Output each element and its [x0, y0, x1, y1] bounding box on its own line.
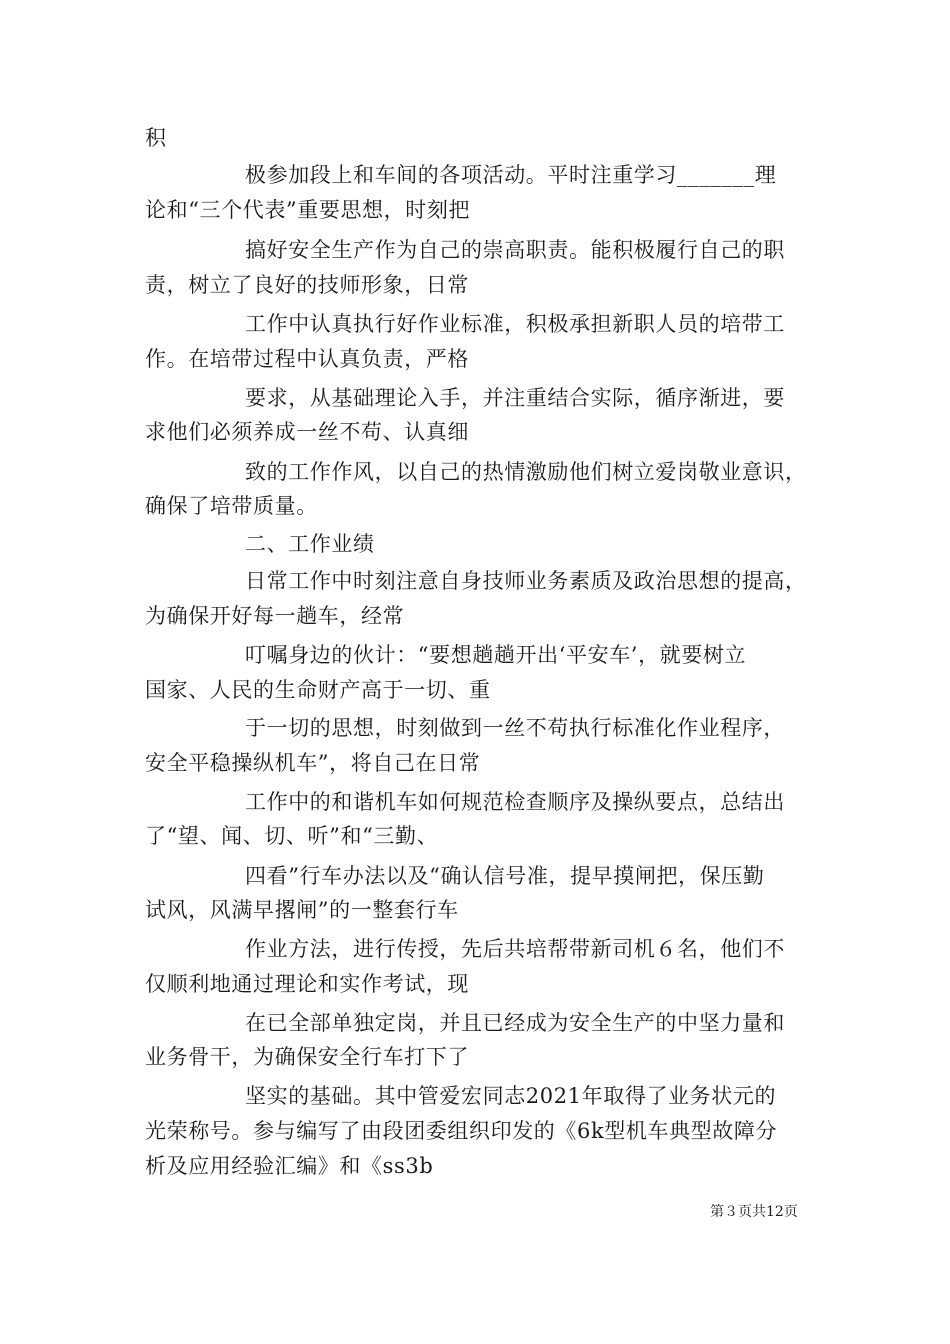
text-line: 责，树立了良好的技师形象，日常: [145, 273, 469, 297]
text-line: 工作中认真执行好作业标准，积极承担新职人员的培带工: [245, 312, 785, 336]
text-line: 确保了培带质量。: [145, 494, 318, 518]
text-line: 四看”行车办法以及“确认信号准，提早摸闸把，保压勤: [245, 864, 765, 888]
text-line: 工作中的和谐机车如何规范检查顺序及操纵要点，总结出: [245, 790, 785, 814]
text-line: 了“望、闻、切、听”和“三勤、: [145, 824, 439, 848]
text-line: 叮嘱身边的伙计：“要想趟趟开出‘平安车’，就要树立: [245, 643, 747, 667]
text-line: 光荣称号。参与编写了由段团委组织印发的《6k型机车典型故障分: [145, 1119, 778, 1143]
text-line: 业务骨干，为确保安全行车打下了: [145, 1045, 469, 1069]
text-line: 作。在培带过程中认真负责，严格: [145, 347, 469, 371]
text-line: 国家、人民的生命财产高于一切、重: [145, 678, 491, 702]
text-line: 要求，从基础理论入手，并注重结合实际，循序渐进，要: [245, 386, 785, 410]
text-line: 作业方法，进行传授，先后共培帮带新司机６名，他们不: [245, 937, 785, 961]
text-line: 于一切的思想，时刻做到一丝不苟执行标准化作业程序，: [245, 716, 785, 740]
text-line: 致的工作作风，以自己的热情激励他们树立爱岗敬业意识，: [245, 460, 807, 484]
text-line: 试风，风满早撂闸”的一整套行车: [145, 898, 459, 922]
text-line: 搞好安全生产作为自己的崇高职责。能积极履行自己的职: [245, 238, 785, 262]
text-line: 论和“三个代表”重要思想，时刻把: [145, 198, 471, 222]
text-line: 日常工作中时刻注意自身技师业务素质及政治思想的提高，: [245, 569, 807, 593]
text-line: 为确保开好每一趟车，经常: [145, 604, 405, 628]
section-heading: 二、工作业绩: [245, 532, 375, 556]
text-line: 坚实的基础。其中管爱宏同志2021年取得了业务状元的: [245, 1084, 777, 1108]
page-number: 第３页共12页: [710, 1204, 798, 1220]
text-line: 极参加段上和车间的各项活动。平时注重学习_______理: [245, 163, 777, 187]
text-line: 积: [145, 126, 167, 150]
text-line: 求他们必须养成一丝不苟、认真细: [145, 420, 469, 444]
text-line: 仅顺利地通过理论和实作考试，现: [145, 972, 469, 996]
text-line: 安全平稳操纵机车”，将自己在日常: [145, 751, 481, 775]
text-line: 析及应用经验汇编》和《ss3b: [145, 1154, 434, 1178]
text-line: 在已全部单独定岗，并且已经成为安全生产的中坚力量和: [245, 1011, 785, 1035]
